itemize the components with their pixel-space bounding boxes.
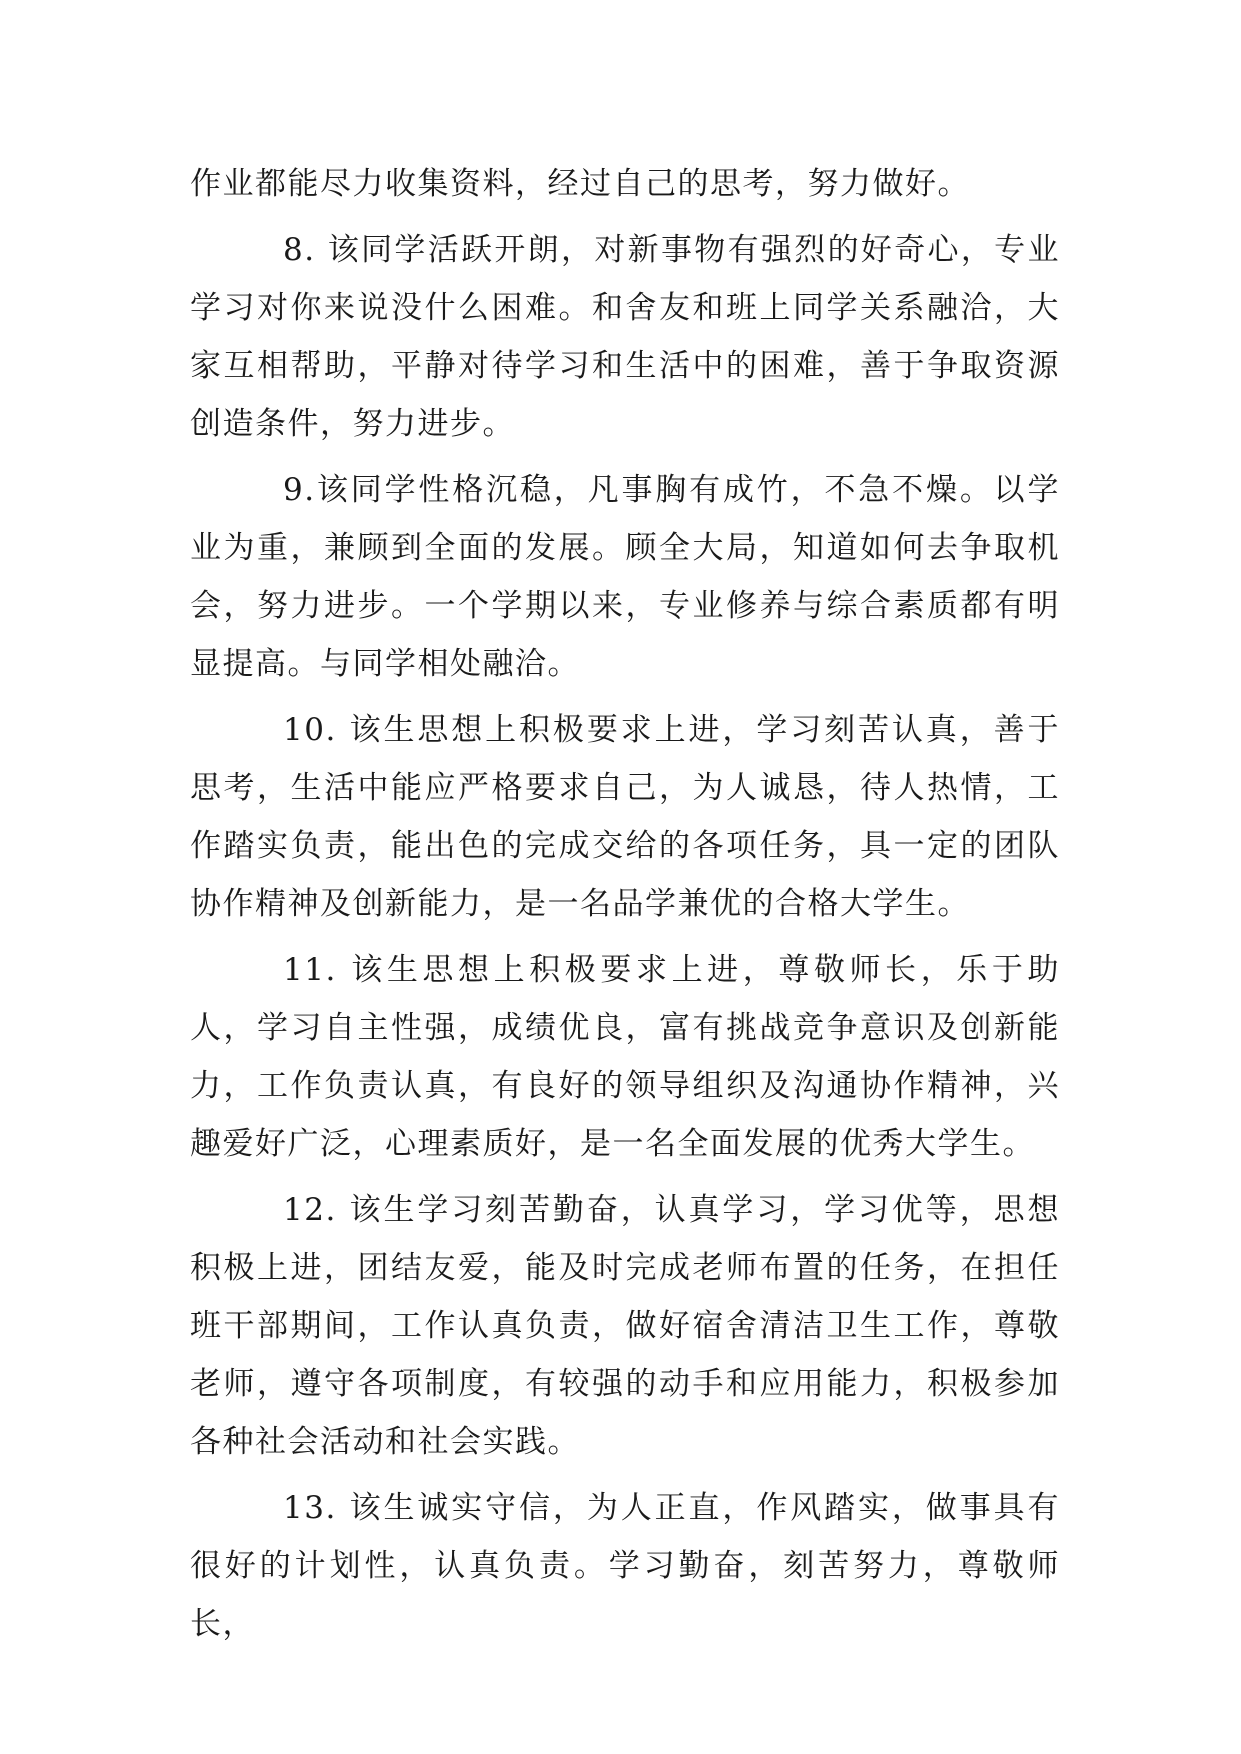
paragraph-item-12: 12. 该生学习刻苦勤奋，认真学习，学习优等，思想积极上进，团结友爱，能及时完成老师布置的任务，在担任班干部期间，工作认真负责，做好宿舍清洁卫生工作，尊敬老师，遵守各项制度，有较强的动手和应用能力，积极参加各种社会活动和社会实践。 <box>190 1192 1060 1460</box>
paragraph-item-9: 9.该同学性格沉稳，凡事胸有成竹，不急不燥。以学业为重，兼顾到全面的发展。顾全大局，知道如何去争取机会，努力进步。一个学期以来，专业修养与综合素质都有明显提高。与同学相处融洽。 <box>190 472 1060 682</box>
paragraph-item-8: 8. 该同学活跃开朗，对新事物有强烈的好奇心，专业学习对你来说没什么困难。和舍友和班上同学关系融洽，大家互相帮助，平静对待学习和生活中的困难，善于争取资源创造条件，努力进步。 <box>190 232 1060 442</box>
paragraph-item-11: 11. 该生思想上积极要求上进，尊敬师长，乐于助人，学习自主性强，成绩优良，富有挑战竞争意识及创新能力，工作负责认真，有良好的领导组织及沟通协作精神，兴趣爱好广泛，心理素质好，是一名全面发展的优秀大学生。 <box>190 952 1060 1162</box>
document-body <box>190 155 1060 1661</box>
paragraph-continuation: 作业都能尽力收集资料，经过自己的思考，努力做好。 <box>190 166 970 202</box>
paragraph-item-13: 13. 该生诚实守信，为人正直，作风踏实，做事具有很好的计划性，认真负责。学习勤奋，刻苦努力，尊敬师长， <box>190 1490 1060 1642</box>
paragraph-item-10: 10. 该生思想上积极要求上进，学习刻苦认真，善于思考，生活中能应严格要求自己，为人诚恳，待人热情，工作踏实负责，能出色的完成交给的各项任务，具一定的团队协作精神及创新能力，是一名品学兼优的合格大学生。 <box>190 712 1060 922</box>
